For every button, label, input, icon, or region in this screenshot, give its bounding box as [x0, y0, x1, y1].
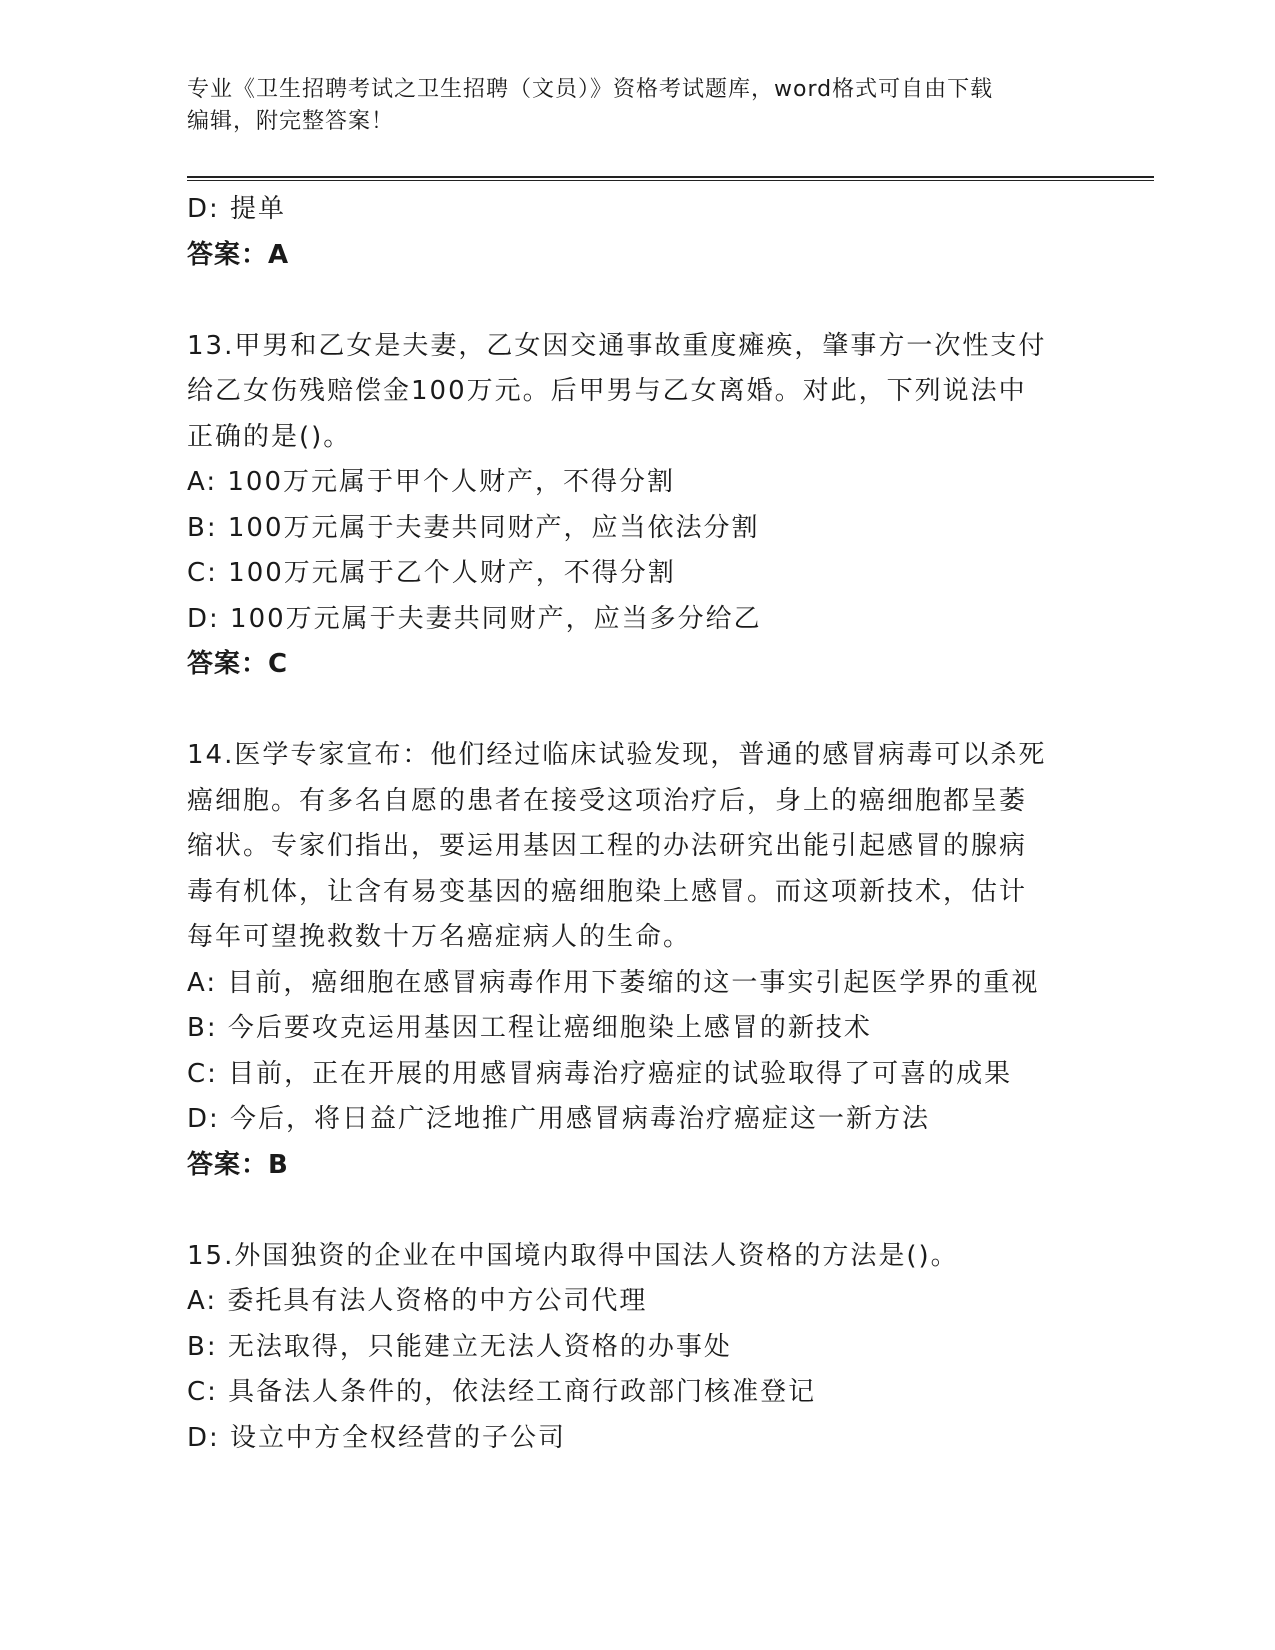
header-line-2: 编辑，附完整答案！: [187, 109, 395, 134]
question-15: [187, 1234, 1087, 1462]
question-14: [187, 733, 1087, 1188]
question-14-option-a: A: 目前，癌细胞在感冒病毒作用下萎缩的这一事实引起医学界的重视: [187, 967, 1040, 998]
question-14-stem-line: 14.医学专家宣布：他们经过临床试验发现，普通的感冒病毒可以杀死: [187, 740, 1047, 770]
question-15-option-d: D: 设立中方全权经营的子公司: [187, 1422, 567, 1453]
question-15-option-b: B: 无法取得，只能建立无法人资格的办事处: [187, 1331, 732, 1362]
question-13-option-a: A: 100万元属于甲个人财产，不得分割: [187, 467, 675, 497]
question-14-answer: 答案：B: [187, 1149, 289, 1180]
header-divider: [187, 176, 1154, 181]
question-15-option-a: A: 委托具有法人资格的中方公司代理: [187, 1286, 648, 1316]
question-14-stem-line: 每年可望挽救数十万名癌症病人的生命。: [187, 922, 692, 952]
question-13-stem-line: 13.甲男和乙女是夫妻，乙女因交通事故重度瘫痪，肇事方一次性支付: [187, 330, 1047, 361]
question-14-option-b: B: 今后要攻克运用基因工程让癌细胞染上感冒的新技术: [187, 1013, 872, 1043]
question-14-stem-line: 毒有机体，让含有易变基因的癌细胞染上感冒。而这项新技术，估计: [187, 876, 1028, 907]
question-13-option-c: C: 100万元属于乙个人财产，不得分割: [187, 558, 676, 588]
spacer: [187, 688, 1087, 734]
prev-option-d: D: 提单: [187, 194, 287, 224]
spacer: [187, 1188, 1087, 1234]
question-13-stem-line: 正确的是()。: [187, 421, 352, 452]
question-13-option-b: B: 100万元属于夫妻共同财产，应当依法分割: [187, 512, 760, 543]
question-14-option-c: C: 目前，正在开展的用感冒病毒治疗癌症的试验取得了可喜的成果: [187, 1058, 1013, 1089]
spacer: [187, 278, 1087, 324]
header-line-1: 专业《卫生招聘考试之卫生招聘（文员）》资格考试题库，word格式可自由下载: [187, 77, 994, 102]
prev-answer: 答案：A: [187, 239, 290, 270]
question-13: [187, 324, 1087, 688]
page-header: [187, 74, 1067, 138]
document-body: [187, 187, 1087, 1461]
question-13-answer: 答案：C: [187, 649, 289, 679]
question-15-stem-line: 15.外国独资的企业在中国境内取得中国法人资格的方法是()。: [187, 1240, 959, 1271]
question-13-option-d: D: 100万元属于夫妻共同财产，应当多分给乙: [187, 603, 762, 634]
question-14-stem-line: 缩状。专家们指出，要运用基因工程的办法研究出能引起感冒的腺病: [187, 831, 1028, 861]
question-14-stem-line: 癌细胞。有多名自愿的患者在接受这项治疗后，身上的癌细胞都呈萎: [187, 785, 1028, 816]
question-14-option-d: D: 今后，将日益广泛地推广用感冒病毒治疗癌症这一新方法: [187, 1104, 931, 1134]
question-15-option-c: C: 具备法人条件的，依法经工商行政部门核准登记: [187, 1377, 817, 1407]
question-13-stem-line: 给乙女伤残赔偿金100万元。后甲男与乙女离婚。对此，下列说法中: [187, 376, 1027, 406]
